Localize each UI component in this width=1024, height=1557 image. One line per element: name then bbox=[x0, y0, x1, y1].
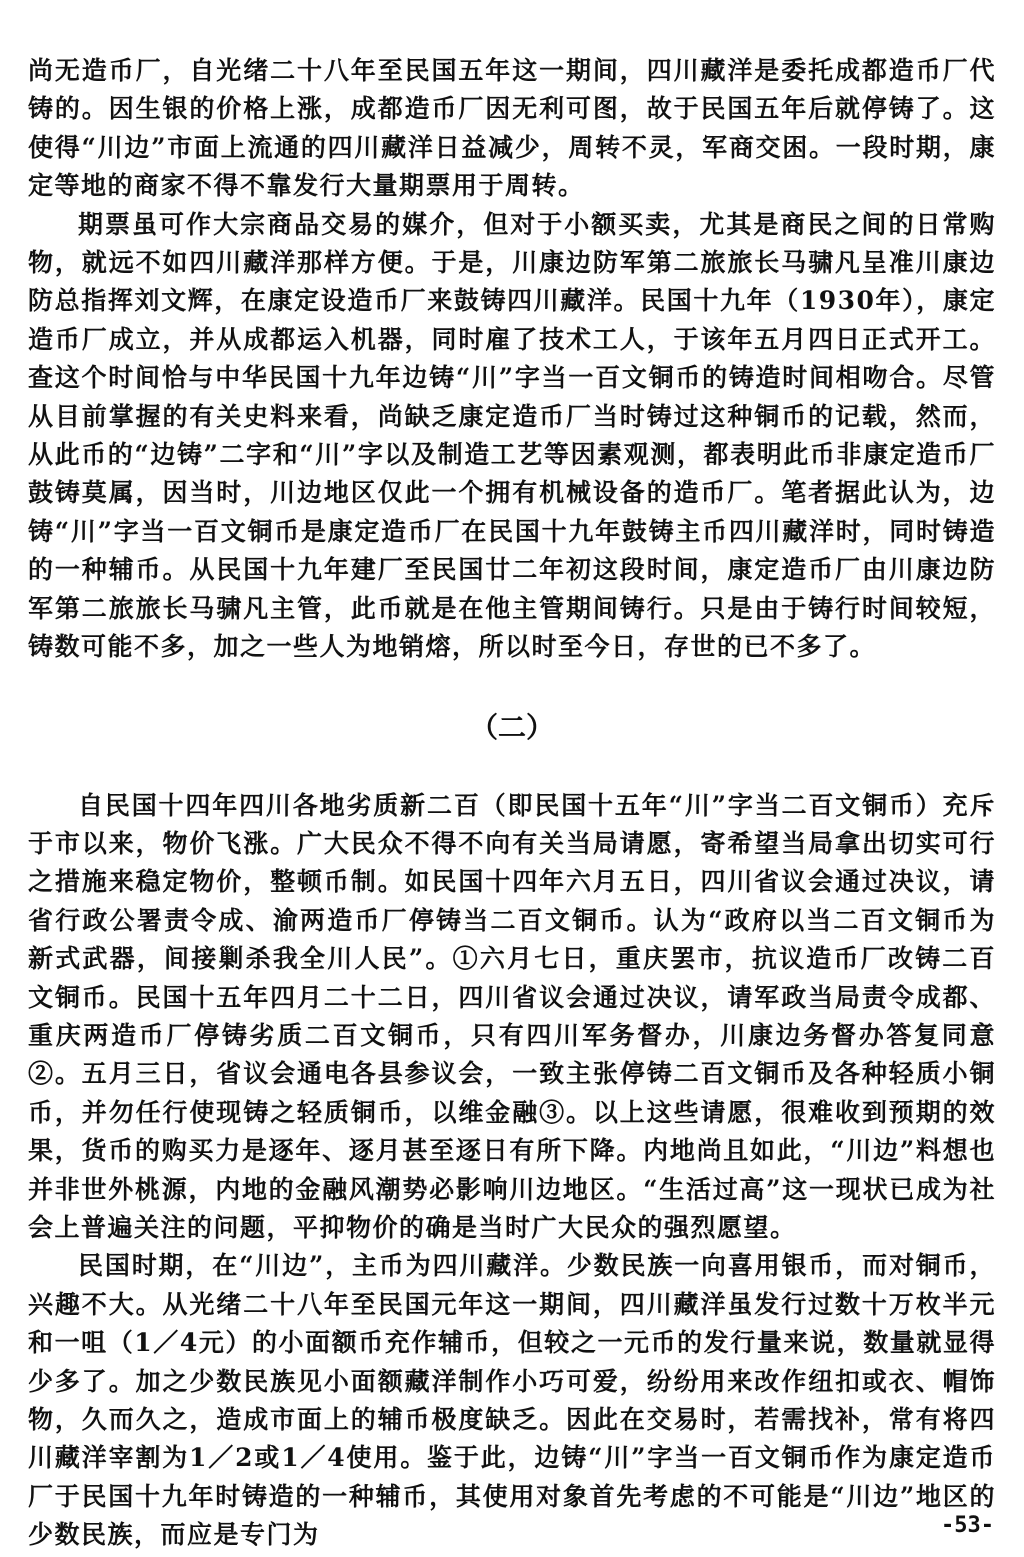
document-page bbox=[28, 52, 996, 1555]
paragraph-4: 民国时期，在“川边”，主币为四川藏洋。少数民族一向喜用银币，而对铜币，兴趣不大。从光绪二十八年至民国元年这一期间，四川藏洋虽发行过数十万枚半元和一咀（1／4元）的小面额币充作辅币，但较之一元币的发行量来说，数量就显得少多了。加之少数民族见小面额藏洋制作小巧可爱，纷纷用来改作纽扣或衣、帽饰物，久而久之，造成市面上的辅币极度缺乏。因此在交易时，若需找补，常有将四川藏洋宰割为1／2或1／4使用。鉴于此，边铸“川”字当一百文铜币作为康定造币厂于民国十九年时铸造的一种辅币，其使用对象首先考虑的不可能是“川边”地区的少数民族，而应是专门为 bbox=[28, 1251, 996, 1550]
page-number: -53- bbox=[941, 1513, 994, 1538]
paragraph-2: 期票虽可作大宗商品交易的媒介，但对于小额买卖，尤其是商民之间的日常购物，就远不如四川藏洋那样方便。于是，川康边防军第二旅旅长马骕凡呈准川康边防总指挥刘文辉，在康定设造币厂来鼓铸四川藏洋。民国十九年（1930年），康定造币厂成立，并从成都运入机器，同时雇了技术工人，于该年五月四日正式开工。查这个时间恰与中华民国十九年边铸“川”字当一百文铜币的铸造时间相吻合。尽管从目前掌握的有关史料来看，尚缺乏康定造币厂当时铸过这种铜币的记载，然而，从此币的“边铸”二字和“川”字以及制造工艺等因素观测，都表明此币非康定造币厂鼓铸莫属，因当时，川边地区仅此一个拥有机械设备的造币厂。笔者据此认为，边铸“川”字当一百文铜币是康定造币厂在民国十九年鼓铸主币四川藏洋时，同时铸造的一种辅币。从民国十九年建厂至民国廿二年初这段时间，康定造币厂由川康边防军第二旅旅长马骕凡主管，此币就是在他主管期间铸行。只是由于铸行时间较短，铸数可能不多，加之一些人为地销熔，所以时至今日，存世的已不多了。 bbox=[28, 209, 996, 662]
section-heading: （二） bbox=[469, 710, 554, 744]
paragraph-1: 尚无造币厂，自光绪二十八年至民国五年这一期间，四川藏洋是委托成都造币厂代铸的。因生银的价格上涨，成都造币厂因无利可图，故于民国五年后就停铸了。这使得“川边”市面上流通的四川藏洋日益减少，周转不灵，军商交困。一段时期，康定等地的商家不得不靠发行大量期票用于周转。 bbox=[28, 56, 996, 201]
paragraph-3: 自民国十四年四川各地劣质新二百（即民国十五年“川”字当二百文铜币）充斥于市以来，物价飞涨。广大民众不得不向有关当局请愿，寄希望当局拿出切实可行之措施来稳定物价，整顿币制。如民国十四年六月五日，四川省议会通过决议，请省行政公署责令成、渝两造币厂停铸当二百文铜币。认为“政府以当二百文铜币为新式武器，间接剿杀我全川人民”。①六月七日，重庆罢市，抗议造币厂改铸二百文铜币。民国十五年四月二十二日，四川省议会通过决议，请军政当局责令成都、重庆两造币厂停铸劣质二百文铜币，只有四川军务督办，川康边务督办答复同意②。五月三日，省议会通电各县参议会，一致主张停铸二百文铜币及各种轻质小铜币，并勿任行使现铸之轻质铜币，以维金融③。以上这些请愿，很难收到预期的效果，货币的购买力是逐年、逐月甚至逐日有所下降。内地尚且如此，“川边”料想也并非世外桃源，内地的金融风潮势必影响川边地区。“生活过高”这一现状已成为社会上普遍关注的问题，平抑物价的确是当时广大民众的强烈愿望。 bbox=[28, 790, 996, 1242]
